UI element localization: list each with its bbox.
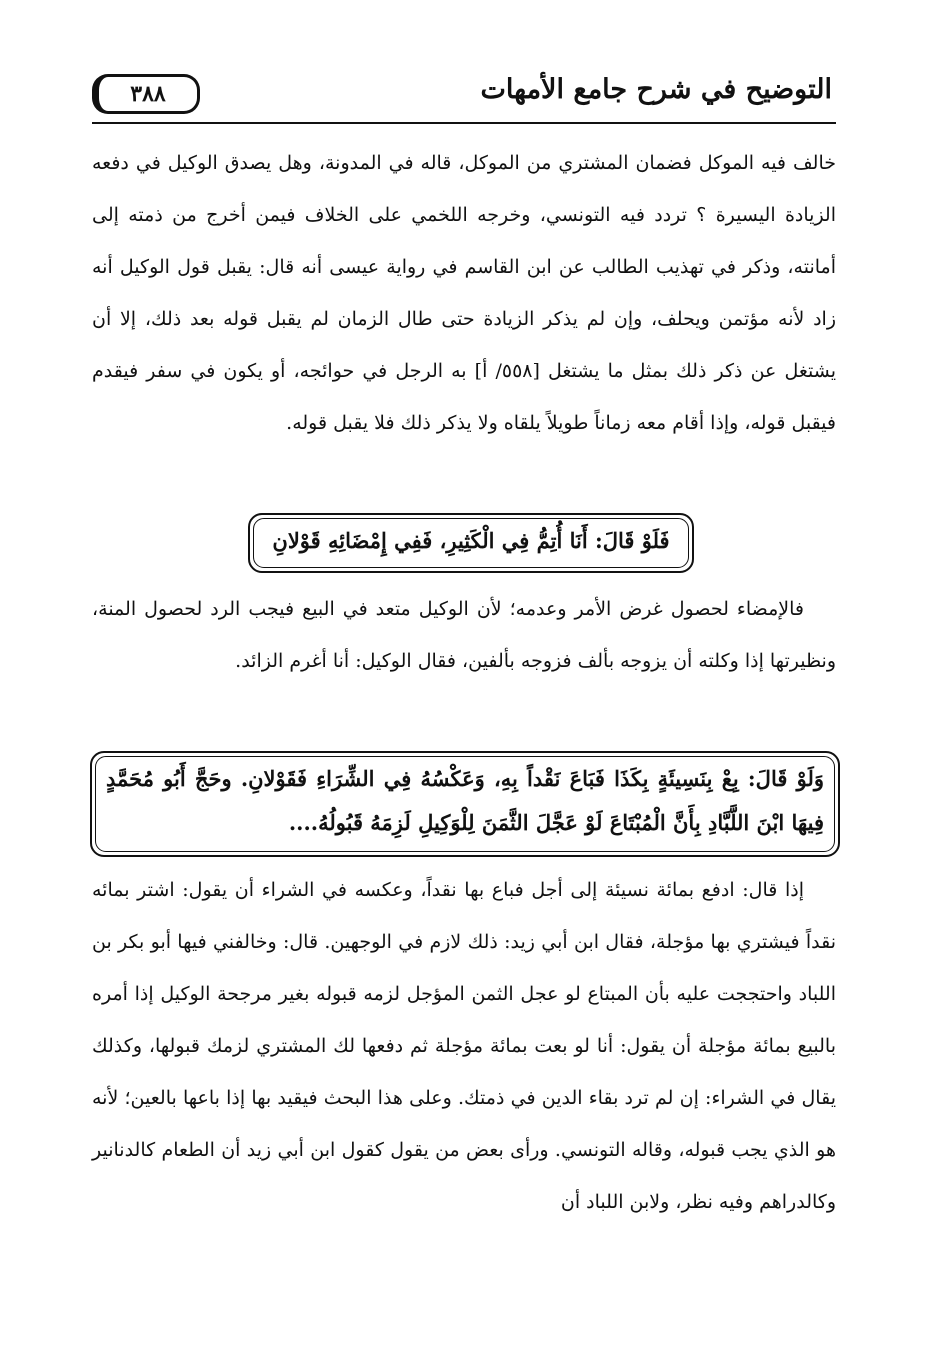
running-title: التوضيح في شرح جامع الأمهات xyxy=(480,74,832,105)
commentary-paragraph-1: خالف فيه الموكل فضمان المشتري من الموكل، قاله في المدونة، وهل يصدق الوكيل في دفعه الزيادة اليسيرة ؟ تردد فيه التونسي، وخرجه اللخمي على الخلاف فيمن أخرج من ذمته إلى أمانته، وذكر في تهذيب الطالب عن ابن القاسم في رواية عيسى أنه قال: يقبل قول الوكيل أنه زاد لأنه مؤتمن ويحلف، وإن لم يذكر الزيادة حتى طال الزمان لم يقبل قوله بعد ذلك، إلا أن يشتغل عن ذكر ذلك بمثل ما يشتغل [٥٥٨/ أ] به الرجل في حوائجه، أو يكون في سفر فيقدم فيقبل قوله، وإذا أقام معه زماناً طويلاً يلقاه ولا يذكر ذلك فلا يقبل قوله. xyxy=(92,152,836,434)
commentary-paragraph-3: إذا قال: ادفع بمائة نسيئة إلى أجل فباع بها نقداً، وعكسه في الشراء أن يقول: اشتر بمائه نقداً فيشتري بها مؤجلة، فقال ابن أبي زيد: ذلك لازم في الوجهين. قال: وخالفني فيها أبو بكر بن اللباد واحتججت عليه بأن المبتاع لو عجل الثمن المؤجل لزمه قبوله بغير مرجحة الوكيل إذا أمره بالبيع بمائة مؤجلة أن يقول: أنا لو بعت بمائة مؤجلة ثم دفعها لك المشتري لزمك قبولها، وكذلك يقال في الشراء: إن لم ترد بقاء الدين في ذمتك. وعلى هذا البحث فيقيد بها إذا باعها بالعين؛ لأنه هو الذي يجب قبوله، وقاله التونسي. ورأى بعض من يقول كقول ابن أبي زيد أن الطعام كالدنانير وكالدراهم وفيه نظر، ولابن اللباد أن xyxy=(92,879,837,1213)
header-rule xyxy=(92,122,836,124)
matn-box-1 xyxy=(248,513,694,573)
page-number: ٣٨٨ xyxy=(92,74,200,114)
matn-text-2: وَلَوْ قَالَ: بِعْ بِنَسِيئَةٍ بِكَذَا فَبَاعَ نَقْداً بِهِ، وَعَكْسُهُ فِي الشِّرَاءِ فَقَوْلانِ. وحَجَّ أَبُو مُحَمَّدٍ فِيهَا ابْنَ اللَّبَّادِ بِأَنَّ الْمُبْتَاعَ لَوْ عَجَّلَ الثَّمَنَ لِلْوَكِيلِ لَزِمَهُ قَبُولُهُ.... xyxy=(106,766,824,835)
matn-text-1: فَلَوْ قَالَ: أَنَا أُتِمُّ فِي الْكَثِيرِ، فَفِي إِمْضَائِهِ قَوْلانِ xyxy=(272,528,670,553)
page-header xyxy=(92,70,838,122)
matn-box-2 xyxy=(90,751,840,857)
commentary-paragraph-2: فالإمضاء لحصول غرض الأمر وعدمه؛ لأن الوكيل متعد في البيع فيجب الرد لحصول المنة، ونظيرتها إذا وكلته أن يزوجه بألف فزوجه بألفين، فقال الوكيل: أنا أغرم الزائد. xyxy=(92,598,836,672)
